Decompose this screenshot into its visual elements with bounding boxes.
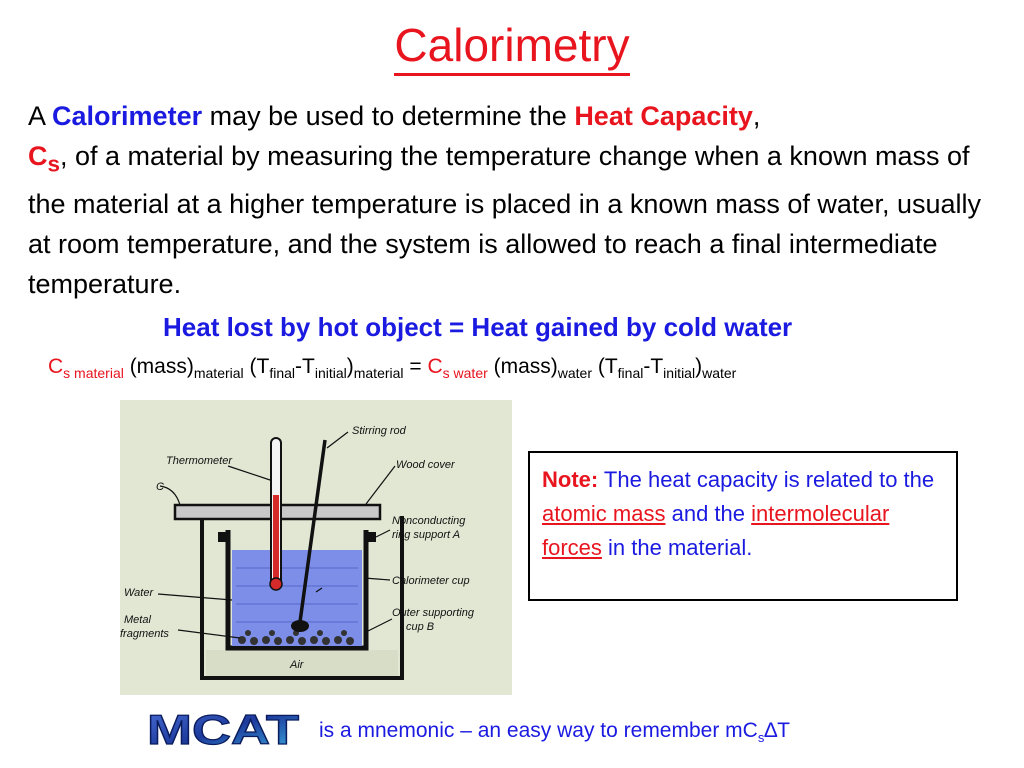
intro-paragraph: A Calorimeter may be used to determine the Heat Capacity, $C_s$, of a material by measuring the temperature change when a known mass of the material at a higher temperature is placed in a known mass of water, usually at room temperature, and the system is allowed to reach a final intermediate temperature.: [28, 101, 981, 300]
footer: [145, 707, 965, 751]
intermolecular-forces-link[interactable]: intermolecular forces: [542, 501, 890, 560]
label-metal-2: fragments: [120, 628, 169, 640]
label-c: C: [156, 481, 164, 493]
atomic-mass-link[interactable]: atomic mass: [542, 501, 666, 526]
label-air: Air: [290, 659, 304, 671]
label-thermometer: Thermometer: [166, 455, 233, 467]
label-wood-cover: Wood cover: [396, 459, 455, 471]
cs-symbol: $C_s$: [28, 141, 61, 177]
label-metal-1: Metal: [124, 614, 151, 626]
note-label: Note:: [542, 467, 599, 492]
heat-balance-equation: $C_{s material}$ $(mass)_{material}$ $(T_{final}-T_{initial})_{material} = C_{s water}$ $(mass)_{water}$ $(T_{final}-T_{initial})_{water}$: [48, 355, 737, 382]
heat-balance-statement: Heat lost by hot object = Heat gained by cold water: [163, 312, 793, 342]
label-calorimeter-cup: Calorimeter cup: [392, 575, 470, 587]
label-stirring-rod: Stirring rod: [352, 425, 406, 437]
slide-title: Calorimetry: [0, 18, 1024, 72]
note-box: Note: The heat capacity is related to the atomic mass and the intermolecular forces in the material.: [528, 451, 958, 601]
label-nonconducting-1: Nonconducting: [392, 515, 466, 527]
calorimeter-term: Calorimeter: [52, 101, 203, 131]
mcat-logo: [145, 707, 303, 749]
label-water: Water: [124, 587, 154, 599]
mnemonic-text: is a mnemonic – an easy way to remember $mC_s\Delta T$: [319, 719, 791, 746]
label-nonconducting-2: ring support A: [392, 529, 461, 541]
calorimeter-diagram: [120, 400, 512, 695]
label-outer-2: cup B: [406, 621, 435, 633]
svg-text:MCAT: MCAT: [147, 707, 300, 749]
label-outer-1: Outer supporting: [392, 607, 474, 619]
heat-capacity-term: Heat Capacity: [574, 101, 753, 131]
